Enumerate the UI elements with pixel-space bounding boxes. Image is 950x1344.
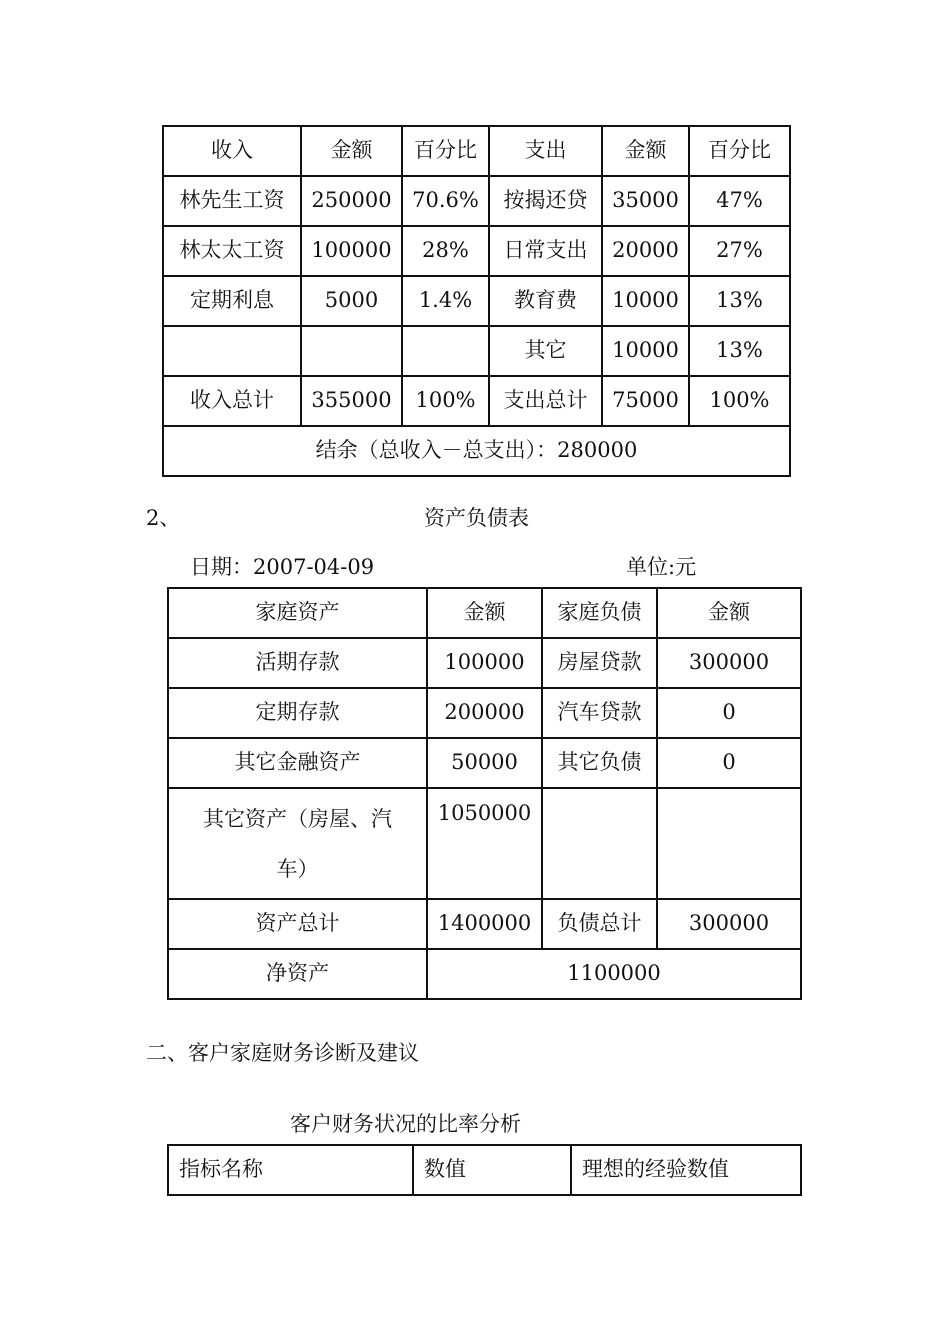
income-expense-table — [162, 125, 791, 477]
header-cell: 家庭资产 — [168, 588, 427, 638]
table-row — [163, 376, 790, 426]
table-row — [163, 276, 790, 326]
table-cell: 支出总计 — [489, 376, 602, 426]
table-cell: 0 — [657, 688, 801, 738]
table-cell: 10000 — [602, 276, 689, 326]
table-cell: 27% — [689, 226, 790, 276]
table-cell: 按揭还贷 — [489, 176, 602, 226]
table-cell — [163, 326, 301, 376]
balance-sheet-table — [167, 587, 802, 1000]
table-cell: 35000 — [602, 176, 689, 226]
table-cell: 200000 — [427, 688, 542, 738]
table-header-row — [168, 1145, 801, 1195]
table-cell: 1400000 — [427, 899, 542, 949]
section-title: 资产负债表 — [424, 506, 529, 530]
table-cell: 250000 — [301, 176, 402, 226]
header-cell: 理想的经验数值 — [571, 1145, 801, 1195]
report-date: 日期：2007-04-09 — [190, 555, 375, 579]
table-cell: 1050000 — [427, 788, 542, 899]
table-cell: 28% — [402, 226, 489, 276]
table-row — [163, 176, 790, 226]
table-cell: 100% — [402, 376, 489, 426]
table-cell: 100000 — [427, 638, 542, 688]
table-cell: 资产总计 — [168, 899, 427, 949]
table-cell: 10000 — [602, 326, 689, 376]
header-cell: 家庭负债 — [542, 588, 657, 638]
header-cell: 收入 — [163, 126, 301, 176]
header-cell: 金额 — [602, 126, 689, 176]
table-cell: 其它负债 — [542, 738, 657, 788]
table-cell: 收入总计 — [163, 376, 301, 426]
table-cell — [301, 326, 402, 376]
table-row — [163, 326, 790, 376]
table-cell: 100000 — [301, 226, 402, 276]
table-row — [168, 638, 801, 688]
header-cell: 金额 — [657, 588, 801, 638]
header-cell: 数值 — [413, 1145, 571, 1195]
table-cell: 100% — [689, 376, 790, 426]
section-heading: 二、客户家庭财务诊断及建议 — [146, 1041, 419, 1065]
table-cell: 其它金融资产 — [168, 738, 427, 788]
header-cell: 指标名称 — [168, 1145, 413, 1195]
table-cell: 0 — [657, 738, 801, 788]
table-cell: 其它资产（房屋、汽车） — [168, 788, 427, 899]
table-cell: 房屋贷款 — [542, 638, 657, 688]
table-cell: 林先生工资 — [163, 176, 301, 226]
table-cell: 47% — [689, 176, 790, 226]
table-cell: 定期存款 — [168, 688, 427, 738]
net-assets-label: 净资产 — [168, 949, 427, 999]
header-cell: 百分比 — [402, 126, 489, 176]
table-cell: 林太太工资 — [163, 226, 301, 276]
table-subtitle: 客户财务状况的比率分析 — [290, 1112, 521, 1136]
table-cell: 13% — [689, 276, 790, 326]
table-header-row — [163, 126, 790, 176]
header-cell: 金额 — [301, 126, 402, 176]
table-cell: 70.6% — [402, 176, 489, 226]
currency-unit: 单位:元 — [626, 555, 697, 579]
table-cell: 活期存款 — [168, 638, 427, 688]
table-cell: 汽车贷款 — [542, 688, 657, 738]
table-cell — [657, 788, 801, 899]
table-cell: 日常支出 — [489, 226, 602, 276]
table-cell: 50000 — [427, 738, 542, 788]
table-row — [163, 226, 790, 276]
table-cell: 5000 — [301, 276, 402, 326]
header-cell: 百分比 — [689, 126, 790, 176]
table-cell: 其它 — [489, 326, 602, 376]
balance-row — [163, 426, 790, 476]
table-cell — [402, 326, 489, 376]
header-cell: 金额 — [427, 588, 542, 638]
table-cell: 13% — [689, 326, 790, 376]
section-number: 2、 — [146, 506, 181, 530]
table-cell: 定期利息 — [163, 276, 301, 326]
net-assets-value: 1100000 — [427, 949, 801, 999]
table-cell: 75000 — [602, 376, 689, 426]
table-cell: 负债总计 — [542, 899, 657, 949]
net-assets-row — [168, 949, 801, 999]
table-cell: 300000 — [657, 638, 801, 688]
table-cell: 300000 — [657, 899, 801, 949]
table-row — [168, 788, 801, 899]
table-row — [168, 899, 801, 949]
table-cell: 20000 — [602, 226, 689, 276]
table-row — [168, 688, 801, 738]
table-row — [168, 738, 801, 788]
header-cell: 支出 — [489, 126, 602, 176]
table-header-row — [168, 588, 801, 638]
balance-cell: 结余（总收入－总支出）：280000 — [163, 426, 790, 476]
table-cell: 教育费 — [489, 276, 602, 326]
ratio-analysis-table — [167, 1144, 802, 1196]
table-cell: 1.4% — [402, 276, 489, 326]
table-cell — [542, 788, 657, 899]
table-cell: 355000 — [301, 376, 402, 426]
